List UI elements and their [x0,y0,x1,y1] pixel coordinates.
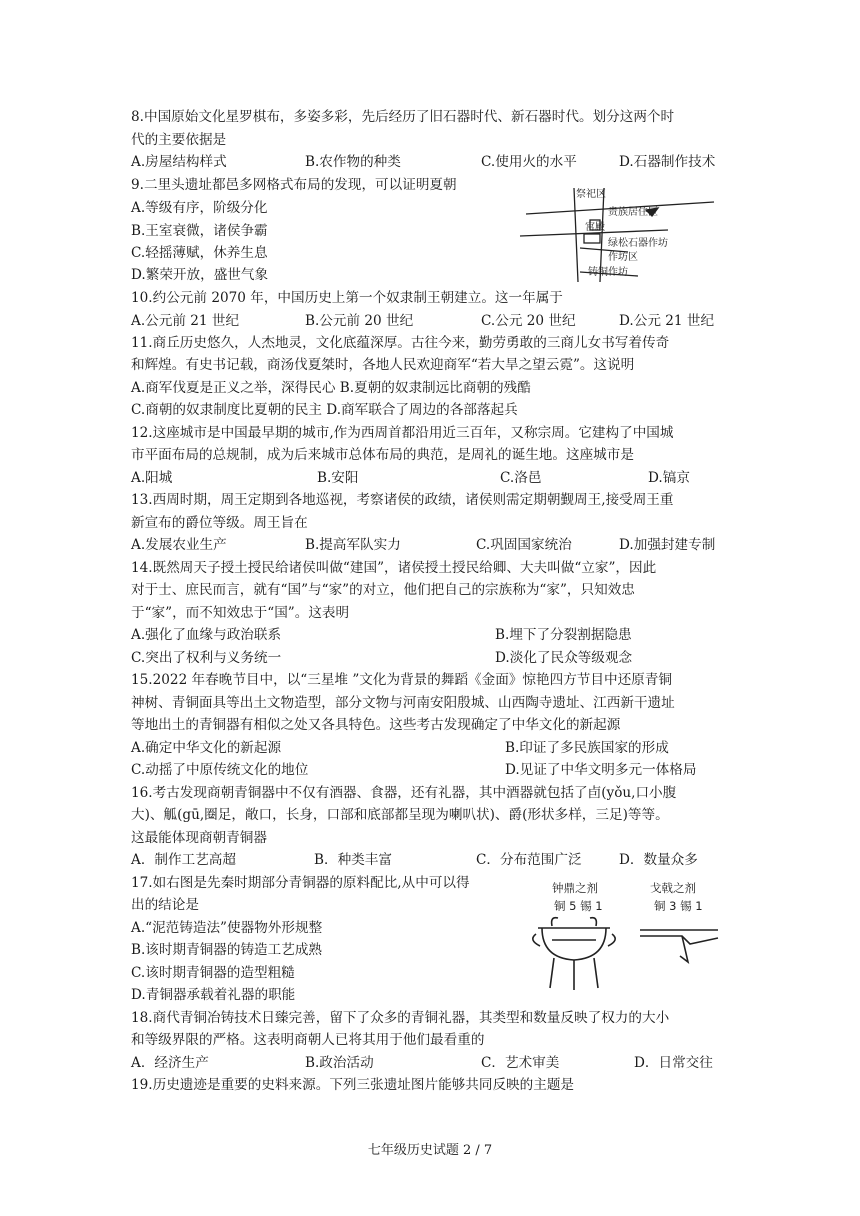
ge-ratio-title: 戈戟之剂 [650,881,696,895]
q14-option-b: B.埋下了分裂割据隐患 [495,627,632,643]
q17-option-b: B.该时期青铜器的铸造工艺成熟 [131,942,323,958]
q9-stem: 9.二里头遗址都邑多网格式布局的发现，可以证明夏朝 [131,177,457,193]
q19-stem: 19.历史遗迹是重要的史料来源。下列三张遗址图片能够共同反映的主题是 [131,1077,575,1093]
q9-option-b: B.王室衰微，诸侯争霸 [131,223,268,239]
ge-ratio-value: 铜 3 锡 1 [654,899,703,913]
q14-option-c: C.突出了权利与义务统一 [131,650,282,666]
ding-ratio-title: 钟鼎之剂 [552,881,598,895]
map-label-workshop-2: 作坊区 [608,252,638,263]
q11-options-cd: C.商朝的奴隶制度比夏朝的民主 D.商军联合了周边的各部落起兵 [131,402,518,418]
q10-stem: 10.约公元前 2070 年，中国历史上第一个奴隶制王朝建立。这一年属于 [131,290,563,306]
map-label-top: 祭祀区 [576,189,606,200]
q11-stem-line-1: 11.商丘历史悠久，人杰地灵，文化底蕴深厚。古往今来，勤劳勇敢的三商儿女书写着传奇 [131,335,670,351]
map-label-workshop-1: 绿松石器作坊 [608,238,668,249]
bronze-ratio-figure [522,878,736,996]
erlitou-layout-map [518,186,718,282]
q17-option-c: C.该时期青铜器的造型粗糙 [131,965,295,981]
q16-option-d: D．数量众多 [619,852,698,868]
q17-stem-line-2: 出的结论是 [131,897,199,913]
q15-option-d: D.见证了中华文明多元一体格局 [505,762,697,778]
ding-vessel-icon [533,918,615,990]
q13-option-b: B.提高军队实力 [305,537,401,553]
q16-stem-line-2: 大)、觚(gū,圈足，敞口，长身，口部和底部都呈现为喇叭状)、爵(形状多样，三足)等等。 [131,807,669,823]
q15-stem-line-2: 神树、青铜面具等出土文物造型，部分文物与河南安阳殷城、山西陶寺遗址、江西新干遗址 [131,695,675,711]
q14-option-a: A.强化了血缘与政治联系 [131,627,282,643]
q14-stem-line-1: 14.既然周天子授土授民给诸侯叫做“建国”，诸侯授土授民给卿、大夫叫做“立家”，因此 [131,560,657,576]
q16-stem-line-3: 这最能体现商朝青铜器 [131,830,267,846]
q17-option-a: A.“泥范铸造法”使器物外形规整 [131,920,323,936]
q15-stem-line-1: 15.2022 年春晚节目中，以“三星堆 ”文化为背景的舞蹈《金面》惊艳四方节目中还原青铜 [131,672,672,688]
q15-stem-line-3: 等地出土的青铜器有相似之处又各具特色。这些考古发现确定了中华文化的新起源 [131,717,621,733]
q16-stem-line-1: 16.考古发现商朝青铜器中不仅有酒器、食器，还有礼器，其中酒器就包括了卣(yǒu,口小腹 [131,785,677,801]
q18-option-a: A．经济生产 [131,1055,209,1071]
q12-option-a: A.阳城 [131,470,173,486]
q16-option-b: B．种类丰富 [314,852,392,868]
q13-option-c: C.巩固国家统治 [476,537,572,553]
map-label-workshop-3: 铸铜作坊 [588,267,628,278]
q10-option-b: B.公元前 20 世纪 [305,313,414,329]
q12-stem-line-2: 市平面布局的总规制，成为后来城市总体布局的典范，是周礼的诞生地。这座城市是 [131,447,634,463]
ding-ratio-value: 铜 5 锡 1 [554,899,603,913]
map-label-palace: 宫殿 [585,222,605,233]
q18-stem-line-2: 和等级界限的严格。这表明商朝人已将其用于他们最看重的 [131,1032,485,1048]
q18-option-c: C．艺术审美 [481,1055,560,1071]
q12-option-c: C.洛邑 [500,470,542,486]
q18-option-b: B.政治活动 [305,1055,374,1071]
q14-option-d: D.淡化了民众等级观念 [495,650,633,666]
q18-option-d: D．日常交往 [634,1055,713,1071]
q13-stem-line-1: 13.西周时期，周王定期到各地巡视，考察诸侯的政绩，诸侯则需定期朝觐周王,接受周王重 [131,492,674,508]
q10-option-a: A.公元前 21 世纪 [131,313,240,329]
q15-option-a: A.确定中华文化的新起源 [131,740,282,756]
q12-option-d: D.镐京 [648,470,690,486]
q15-option-b: B.印证了多民族国家的形成 [505,740,669,756]
q13-option-d: D.加强封建专制 [619,537,716,553]
q12-stem-line-1: 12.这座城市是中国最早期的城市,作为西周首都沿用近三百年，又称宗周。它建构了中国城 [131,425,674,441]
q16-option-c: C．分布范围广泛 [476,852,582,868]
q12-option-b: B.安阳 [317,470,359,486]
q8-stem-line-1: 8.中国原始文化星罗棋布，多姿多彩，先后经历了旧石器时代、新石器时代。划分这两个时 [131,109,675,125]
q9-option-c: C.轻摇薄赋，休养生息 [131,245,268,261]
q9-option-d: D.繁荣开放，盛世气象 [131,267,269,283]
q17-stem-line-1: 17.如右图是先秦时期部分青铜器的原料配比,从中可以得 [131,875,470,891]
map-label-noble: 贵族居住区 [608,207,658,218]
q13-stem-line-2: 新宣布的爵位等级。周王旨在 [131,515,308,531]
q8-option-b: B.农作物的种类 [305,154,401,170]
q14-stem-line-2: 对于士、庶民而言，就有“国”与“家”的对立，他们把自己的宗族称为“家”，只知效忠 [131,582,635,598]
q14-stem-line-3: 于“家”，而不知效忠于“国”。这表明 [131,605,350,621]
q18-stem-line-1: 18.商代青铜冶铸技术日臻完善，留下了众多的青铜礼器，其类型和数量反映了权力的大小 [131,1010,670,1026]
q13-option-a: A.发展农业生产 [131,537,227,553]
q11-stem-line-2: 和辉煌。有史书记载，商汤伐夏桀时，各地人民欢迎商军“若大旱之望云霓”。这说明 [131,357,635,373]
q8-stem-line-2: 代的主要依据是 [131,132,227,148]
q10-option-c: C.公元 20 世纪 [481,313,576,329]
q8-option-d: D.石器制作技术 [619,154,716,170]
q11-options-ab: A.商军伐夏是正义之举，深得民心 B.夏朝的奴隶制远比商朝的残酷 [131,380,531,396]
q16-option-a: A．制作工艺高超 [131,852,236,868]
q15-option-c: C.动摇了中原传统文化的地位 [131,762,309,778]
q8-option-a: A.房屋结构样式 [131,154,227,170]
q17-option-d: D.青铜器承载着礼器的职能 [131,987,296,1003]
ge-weapon-icon [640,930,718,962]
q10-option-d: D.公元 21 世纪 [619,313,715,329]
page-footer: 七年级历史试题 2 / 7 [367,1143,493,1158]
q8-option-c: C.使用火的水平 [481,154,577,170]
q9-option-a: A.等级有序，阶级分化 [131,200,268,216]
